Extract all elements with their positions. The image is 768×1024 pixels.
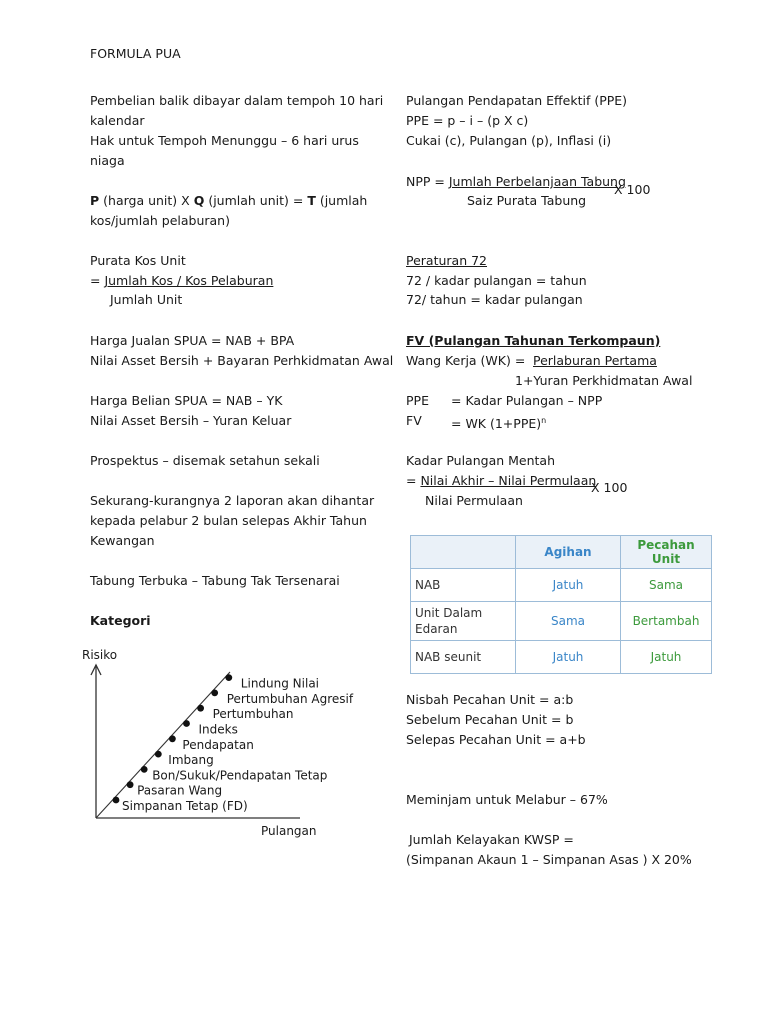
category-point	[113, 797, 120, 804]
ppe-title: Pulangan Pendapatan Effektif (PPE)	[406, 93, 628, 108]
row-label: NAB	[411, 569, 516, 602]
kpm-eq: =	[406, 473, 421, 488]
q-symbol: Q	[193, 193, 205, 208]
balik-line-2: kalendar	[90, 113, 145, 128]
table-header-row	[411, 536, 712, 569]
p-text: (harga unit) X	[99, 193, 194, 208]
npp-lhs: NPP =	[406, 174, 449, 189]
kpm-denominator: Nilai Permulaan	[425, 493, 523, 508]
fv-rhs: = WK (1+PPE)	[451, 416, 542, 432]
kwsp-line-2: (Simpanan Akaun 1 – Simpanan Asas ) X 20%	[406, 852, 692, 867]
table-header-pecahan: Pecahan Unit	[621, 536, 712, 569]
hak-line-1: Hak untuk Tempoh Menunggu – 6 hari urus	[90, 133, 359, 148]
pecahan-cell: Bertambah	[621, 602, 712, 641]
category-point	[197, 705, 204, 712]
fv-lhs: FV	[406, 413, 422, 428]
category-label: Pertumbuhan Agresif	[226, 691, 354, 706]
nisbah-line-2: Sebelum Pecahan Unit = b	[406, 712, 574, 727]
category-label: Pertumbuhan	[212, 707, 294, 722]
kategori-heading: Kategori	[90, 613, 151, 628]
harga-belian-desc: Nilai Asset Bersih – Yuran Keluar	[90, 413, 292, 428]
fv-title: FV (Pulangan Tahunan Terkompaun)	[406, 333, 661, 348]
rule72-title: Peraturan 72	[406, 253, 488, 268]
unit-split-table	[410, 535, 712, 674]
table-row	[411, 569, 712, 602]
nisbah-line-3: Selepas Pecahan Unit = a+b	[406, 732, 586, 747]
table-row	[411, 641, 712, 674]
agihan-cell: Jatuh	[516, 641, 621, 674]
pecahan-cell: Jatuh	[621, 641, 712, 674]
purata-title: Purata Kos Unit	[90, 253, 186, 268]
kpm-numerator: Nilai Akhir – Nilai Permulaan	[420, 473, 597, 488]
category-point	[169, 735, 176, 742]
nisbah-line-1: Nisbah Pecahan Unit = a:b	[406, 692, 574, 707]
p-formula-line-1	[90, 191, 367, 211]
npp-numerator: Jumlah Perbelanjaan Tabung	[448, 174, 626, 189]
category-point	[211, 690, 218, 697]
risk-axis-label: Risiko	[82, 648, 118, 662]
category-point	[127, 781, 134, 788]
category-label: Lindung Nilai	[240, 676, 320, 691]
t-text: (jumlah	[315, 193, 368, 208]
pecahan-cell: Sama	[621, 569, 712, 602]
purata-denominator: Jumlah Unit	[110, 292, 183, 307]
ppe-variables: Cukai (c), Pulangan (p), Inflasi (i)	[406, 133, 612, 148]
row-label-line-2: Edaran	[415, 622, 458, 636]
category-label: Imbang	[168, 753, 214, 768]
category-points	[113, 674, 354, 813]
category-point	[155, 751, 162, 758]
ppe2-lhs: PPE	[406, 393, 429, 408]
return-axis-label: Pulangan	[261, 824, 317, 838]
page-title: FORMULA PUA	[90, 46, 181, 61]
row-label: NAB seunit	[411, 641, 516, 674]
harga-jualan-formula: Harga Jualan SPUA = NAB + BPA	[90, 333, 295, 348]
meminjam-note: Meminjam untuk Melabur – 67%	[406, 792, 608, 807]
hak-line-2: niaga	[90, 153, 125, 168]
purata-numerator: Jumlah Kos / Kos Pelaburan	[104, 273, 274, 288]
category-label: Simpanan Tetap (FD)	[122, 799, 248, 813]
p-symbol: P	[90, 193, 100, 208]
laporan-line-3: Kewangan	[90, 533, 155, 548]
kwsp-line-1: Jumlah Kelayakan KWSP =	[409, 832, 574, 847]
category-label: Indeks	[198, 722, 238, 737]
table-header-agihan: Agihan	[516, 536, 621, 569]
kpm-title: Kadar Pulangan Mentah	[406, 453, 556, 468]
agihan-cell: Jatuh	[516, 569, 621, 602]
harga-belian-formula: Harga Belian SPUA = NAB – YK	[90, 393, 283, 408]
npp-denominator: Saiz Purata Tabung	[467, 193, 587, 208]
rule72-line-2: 72/ tahun = kadar pulangan	[406, 292, 583, 307]
kpm-numerator-line	[406, 471, 596, 491]
fv-formula	[451, 411, 546, 434]
category-label: Pendapatan	[182, 737, 254, 752]
rule72-line-1: 72 / kadar pulangan = tahun	[406, 273, 587, 288]
ppe2-rhs: = Kadar Pulangan – NPP	[451, 393, 603, 408]
laporan-line-1: Sekurang-kurangnya 2 laporan akan dihantar	[90, 493, 375, 508]
agihan-cell: Sama	[516, 602, 621, 641]
prospektus-note: Prospektus – disemak setahun sekali	[90, 453, 320, 468]
tabung-note: Tabung Terbuka – Tabung Tak Tersenarai	[90, 573, 340, 588]
p-formula-line-2: kos/jumlah pelaburan)	[90, 213, 230, 228]
q-text: (jumlah unit) =	[204, 193, 308, 208]
purata-eq: =	[90, 273, 105, 288]
category-point	[183, 720, 190, 727]
purata-numerator-line	[90, 271, 273, 291]
wk-lhs: Wang Kerja (WK) =	[406, 353, 526, 368]
wk-denominator: 1+Yuran Perkhidmatan Awal	[515, 373, 693, 388]
table-header-blank	[411, 536, 516, 569]
laporan-line-2: kepada pelabur 2 bulan selepas Akhir Tahun	[90, 513, 367, 528]
category-point	[225, 674, 232, 681]
category-label: Pasaran Wang	[137, 783, 223, 798]
kpm-multiplier: X 100	[591, 480, 628, 495]
wk-numerator: Perlaburan Pertama	[533, 353, 657, 368]
fv-exponent: n	[541, 416, 547, 425]
t-symbol: T	[307, 193, 316, 208]
harga-jualan-desc: Nilai Asset Bersih + Bayaran Perhkidmatan Awal	[90, 353, 394, 368]
npp-multiplier: X 100	[614, 182, 651, 197]
table-row	[411, 602, 712, 641]
ppe-formula: PPE = p – i – (p X c)	[406, 113, 529, 128]
category-label: Bon/Sukuk/Pendapatan Tetap	[152, 768, 328, 783]
row-label-line-1: Unit Dalam	[415, 606, 483, 620]
npp-numerator-line	[406, 172, 626, 192]
category-point	[141, 766, 148, 773]
balik-line-1: Pembelian balik dibayar dalam tempoh 10 hari	[90, 93, 384, 108]
row-label	[411, 602, 516, 641]
risk-return-diagram	[80, 645, 354, 845]
